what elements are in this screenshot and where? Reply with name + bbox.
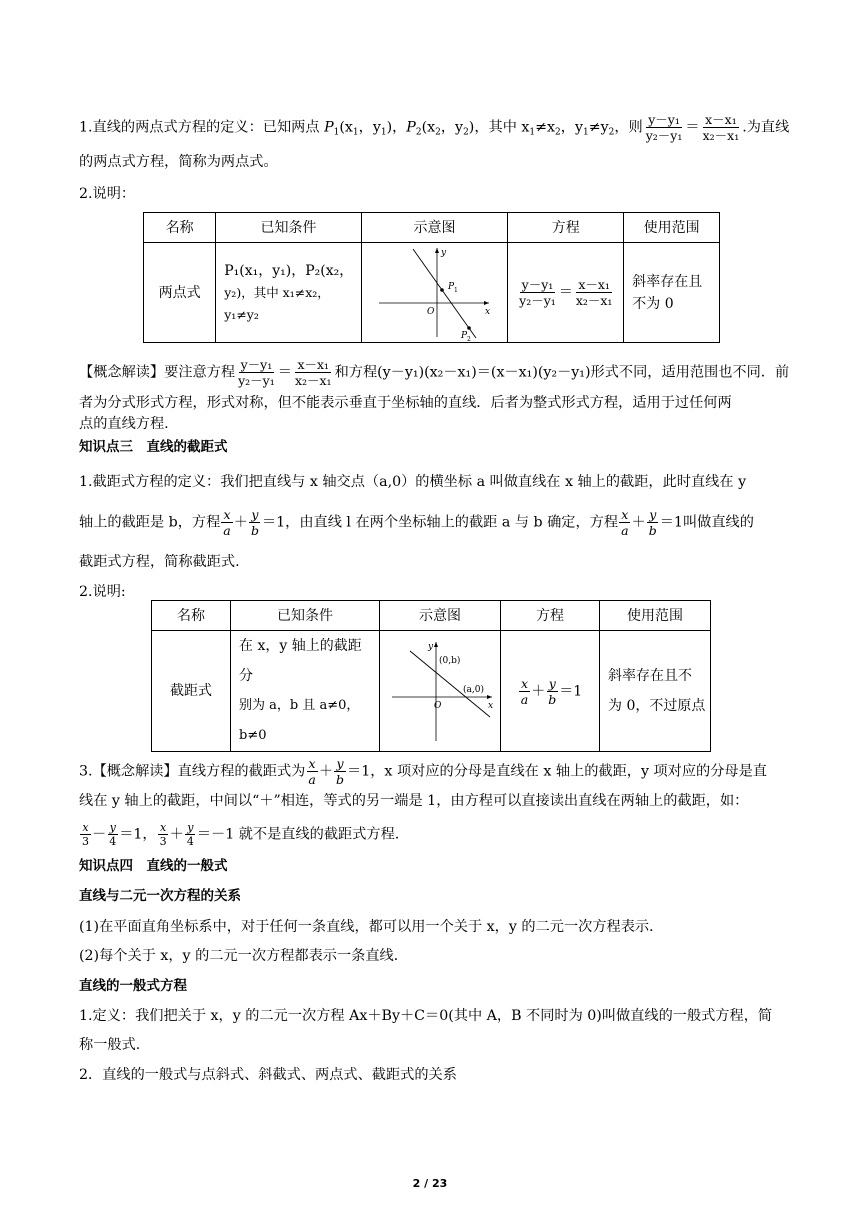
- text: P₁(x₁，y₁)，P₂(x₂，: [224, 262, 354, 279]
- fraction: [574, 277, 615, 308]
- text: a: [520, 691, 529, 707]
- text: ＋: [531, 683, 546, 699]
- text: 和方程(y－y₁)(x₂－x₁)＝(x－x₁)(y₂－y₁)形式不同，适用范围也不同．前: [334, 364, 790, 381]
- table-header: 名称: [152, 601, 231, 631]
- origin-label: O: [426, 306, 434, 317]
- text: ＝1，: [119, 826, 157, 843]
- p2-sub: 2: [466, 335, 471, 341]
- text: 3: [159, 835, 167, 848]
- b-intercept-label: (0,b): [439, 656, 461, 666]
- text: 不为 0: [632, 295, 674, 312]
- table-header: 示意图: [380, 601, 501, 631]
- text: 3: [82, 835, 89, 848]
- text: 2: [435, 127, 441, 138]
- text: b: [548, 691, 557, 707]
- a-intercept-label: (a,0): [463, 685, 484, 695]
- text: 斜率存在且: [632, 273, 703, 290]
- fraction: [236, 357, 277, 388]
- relation-item-1: (1)在平面直角坐标系中，对于任何一条直线，都可以用一个关于 x，y 的二元一次方程表示．: [79, 919, 664, 935]
- two-point-table: [143, 212, 720, 343]
- text: ＝: [277, 364, 292, 381]
- text: y₂－y₁: [645, 128, 683, 143]
- two-point-diagram: [371, 245, 499, 341]
- y-axis-label: y: [428, 642, 434, 652]
- text: 2: [555, 127, 561, 138]
- general-form-relation-item: 2．直线的一般式与点斜式、斜截式、两点式、截距式的关系: [79, 1067, 457, 1083]
- text: ＝1，由直线 l 在两个坐标轴上的截距 a 与 b 确定，方程: [261, 514, 619, 531]
- table-header: 示意图: [361, 213, 508, 243]
- page-number: 2 / 23: [412, 1177, 448, 1190]
- diagram-cell: [380, 631, 501, 752]
- text: ，则: [614, 119, 643, 136]
- text: y₂)，其中 x₁≠x₂，y₁≠y₂: [224, 284, 330, 322]
- text: x: [308, 756, 316, 771]
- concept-note-1-line1: [79, 357, 790, 388]
- fraction: [519, 676, 530, 707]
- subheading-equation-relation: 直线与二元一次方程的关系: [79, 888, 241, 904]
- point-p2: [467, 326, 471, 330]
- note-label: 2.说明：: [79, 186, 136, 202]
- text: x₂－x₁: [702, 128, 740, 143]
- text: x: [160, 821, 167, 834]
- text: a: [223, 523, 231, 538]
- text: y₂－y₁: [238, 373, 275, 388]
- general-form-definition-line1: 1.定义：我们把关于 x，y 的二元一次方程 Ax＋By＋C＝0(其中 A，B 不同时为 0)叫做直线的一般式方程，简: [79, 1008, 773, 1024]
- text: ＝－1 就不是直线的截距式方程.: [196, 826, 400, 843]
- x-axis-label: x: [484, 306, 490, 317]
- text: 别为 a，b 且 a≠0，b≠0: [239, 698, 360, 743]
- table-header-row: [144, 213, 720, 243]
- p1-sub: 1: [453, 286, 458, 294]
- relation-item-2: (2)每个关于 x，y 的二元一次方程都表示一条直线．: [79, 948, 408, 964]
- table-header: 已知条件: [216, 213, 362, 243]
- table-row: [152, 631, 711, 752]
- y-axis-arrow: [435, 248, 439, 253]
- fraction: [546, 676, 558, 707]
- text: (x: [339, 119, 353, 136]
- text: x－x₁: [578, 277, 610, 292]
- text: ＝1: [559, 683, 583, 699]
- text: 1: [380, 127, 387, 138]
- text: y－y₁: [648, 112, 680, 127]
- text: ＝: [685, 119, 700, 136]
- fraction: [334, 756, 346, 787]
- table-header: 名称: [144, 213, 216, 243]
- text: 2: [415, 127, 422, 138]
- text: )，: [386, 119, 407, 136]
- text: x: [621, 507, 629, 522]
- intercept-definition-line1: 1.截距式方程的定义：我们把直线与 x 轴交点（a,0）的横坐标 a 叫做直线在 x 轴上的截距，此时直线在 y: [79, 474, 747, 490]
- text: b: [250, 523, 259, 538]
- table-header: 方程: [501, 601, 600, 631]
- concept-note-1-line2: 者为分式形式方程，形式对称，但不能表示垂直于坐标轴的直线．后者为整式形式方程，适用于过任何两: [79, 395, 732, 411]
- text: 轴上的截距是 b，方程: [79, 514, 221, 531]
- text: y: [336, 756, 344, 771]
- text: y: [109, 821, 116, 834]
- fraction: [293, 357, 334, 388]
- table-header: 方程: [508, 213, 624, 243]
- text: a: [308, 772, 316, 787]
- text: 【概念解读】要注意方程: [79, 364, 236, 381]
- text: .为直线: [742, 119, 790, 136]
- table-cell: 截距式: [152, 631, 231, 752]
- p2-label: P: [460, 330, 467, 341]
- text: x: [82, 821, 89, 834]
- text: P: [406, 119, 416, 136]
- text: ，y: [440, 119, 464, 136]
- table-header: 使用范围: [624, 213, 720, 243]
- table-cell: [216, 243, 362, 343]
- fraction: [306, 756, 317, 787]
- two-point-definition-line2: 的两点式方程，简称为两点式。: [79, 154, 278, 170]
- section-heading-3: 知识点三 直线的截距式: [79, 439, 228, 455]
- text: x－x₁: [297, 357, 330, 372]
- diagram-cell: [361, 243, 508, 343]
- text: 2: [608, 127, 615, 138]
- intercept-definition-line3: 截距式方程，简称截距式.: [79, 554, 240, 570]
- text: ≠y: [588, 119, 609, 136]
- text: ＋: [631, 514, 646, 531]
- concept-note-3-line2: 线在 y 轴上的截距，中间以“＋”相连，等式的另一端是 1，由方程可以直接读出直线在两轴上的截距，如：: [79, 793, 749, 809]
- text: ＝1叫做直线的: [659, 514, 754, 531]
- text: 1: [529, 127, 536, 138]
- text: x₂－x₁: [294, 373, 332, 388]
- fraction: [158, 821, 169, 848]
- general-form-definition-line2: 称一般式.: [79, 1037, 141, 1053]
- concept-note-3-line3: [79, 821, 781, 848]
- fraction: [644, 112, 685, 143]
- text: y: [548, 675, 556, 691]
- origin-label: O: [434, 701, 442, 711]
- fraction: [185, 821, 196, 848]
- text: ，y: [358, 119, 381, 136]
- concept-note-3-line1: [79, 756, 781, 787]
- text: ≠x: [535, 119, 556, 136]
- text: ＋: [169, 826, 184, 843]
- two-point-line: [413, 249, 476, 338]
- text: P: [324, 119, 334, 136]
- x-axis-label: x: [488, 701, 494, 711]
- y-axis-label: y: [440, 247, 446, 258]
- section-heading-4: 知识点四 直线的一般式: [79, 858, 228, 874]
- text: ＝: [558, 284, 573, 301]
- p1-label: P: [447, 281, 454, 292]
- text: a: [621, 523, 629, 538]
- text: －: [92, 826, 107, 843]
- text: ，y: [560, 119, 583, 136]
- text: 斜率存在且不: [608, 668, 692, 684]
- fraction: [619, 507, 630, 538]
- fraction: [80, 821, 91, 848]
- text: y－y₁: [521, 277, 554, 292]
- text: x: [520, 675, 529, 691]
- text: ＋: [318, 763, 334, 780]
- text: y: [251, 507, 259, 522]
- text: y: [649, 507, 657, 522]
- text: y₂－y₁: [519, 293, 556, 308]
- text: 在 x，y 轴上的截距分: [239, 638, 362, 684]
- note-label-2: 2.说明:: [79, 584, 126, 600]
- text: b: [336, 772, 345, 787]
- table-cell: 两点式: [144, 243, 216, 343]
- text: x－x₁: [705, 112, 737, 127]
- text: )，其中 x: [468, 119, 530, 136]
- text: 1: [582, 127, 589, 138]
- text: 3.【概念解读】直线方程的截距式为: [79, 763, 306, 780]
- table-header: 使用范围: [600, 601, 711, 631]
- intercept-table: [151, 600, 711, 752]
- text: 2: [463, 127, 469, 138]
- point-p1: [440, 288, 444, 292]
- text: 4: [109, 835, 117, 848]
- text: 4: [186, 835, 194, 848]
- fraction: [221, 507, 232, 538]
- intercept-definition-line2: [79, 507, 781, 538]
- text: 为 0，不过原点: [608, 698, 706, 714]
- fraction: [647, 507, 659, 538]
- table-row: [144, 243, 720, 343]
- y-axis-arrow: [434, 642, 438, 647]
- text: (x: [421, 119, 436, 136]
- text: ＝1，x 项对应的分母是直线在 x 轴上的截距，y 项对应的分母是直: [347, 763, 767, 780]
- text: b: [648, 523, 657, 538]
- text: y－y₁: [240, 357, 273, 372]
- fraction: [701, 112, 742, 143]
- x-axis-arrow: [487, 695, 492, 699]
- two-point-definition-line1: [79, 112, 790, 143]
- fraction: [517, 277, 558, 308]
- table-cell: [624, 243, 720, 343]
- subheading-general-form: 直线的一般式方程: [79, 978, 187, 994]
- concept-note-1-line3: 点的直线方程.: [79, 416, 169, 432]
- text: 1: [333, 127, 340, 138]
- text: x₂－x₁: [575, 293, 613, 308]
- table-header-row: [152, 601, 711, 631]
- table-cell: [501, 631, 600, 752]
- text: 1: [352, 127, 359, 138]
- fraction: [249, 507, 261, 538]
- text: x: [223, 507, 231, 522]
- fraction: [107, 821, 118, 848]
- table-header: 已知条件: [231, 601, 380, 631]
- text: ＋: [233, 514, 248, 531]
- text: y: [187, 821, 194, 834]
- x-axis-arrow: [484, 301, 489, 305]
- table-cell: [508, 243, 624, 343]
- text: 1.直线的两点式方程的定义：已知两点: [79, 119, 325, 136]
- intercept-diagram: [384, 639, 496, 743]
- table-cell: [231, 631, 380, 752]
- table-cell: [600, 631, 711, 752]
